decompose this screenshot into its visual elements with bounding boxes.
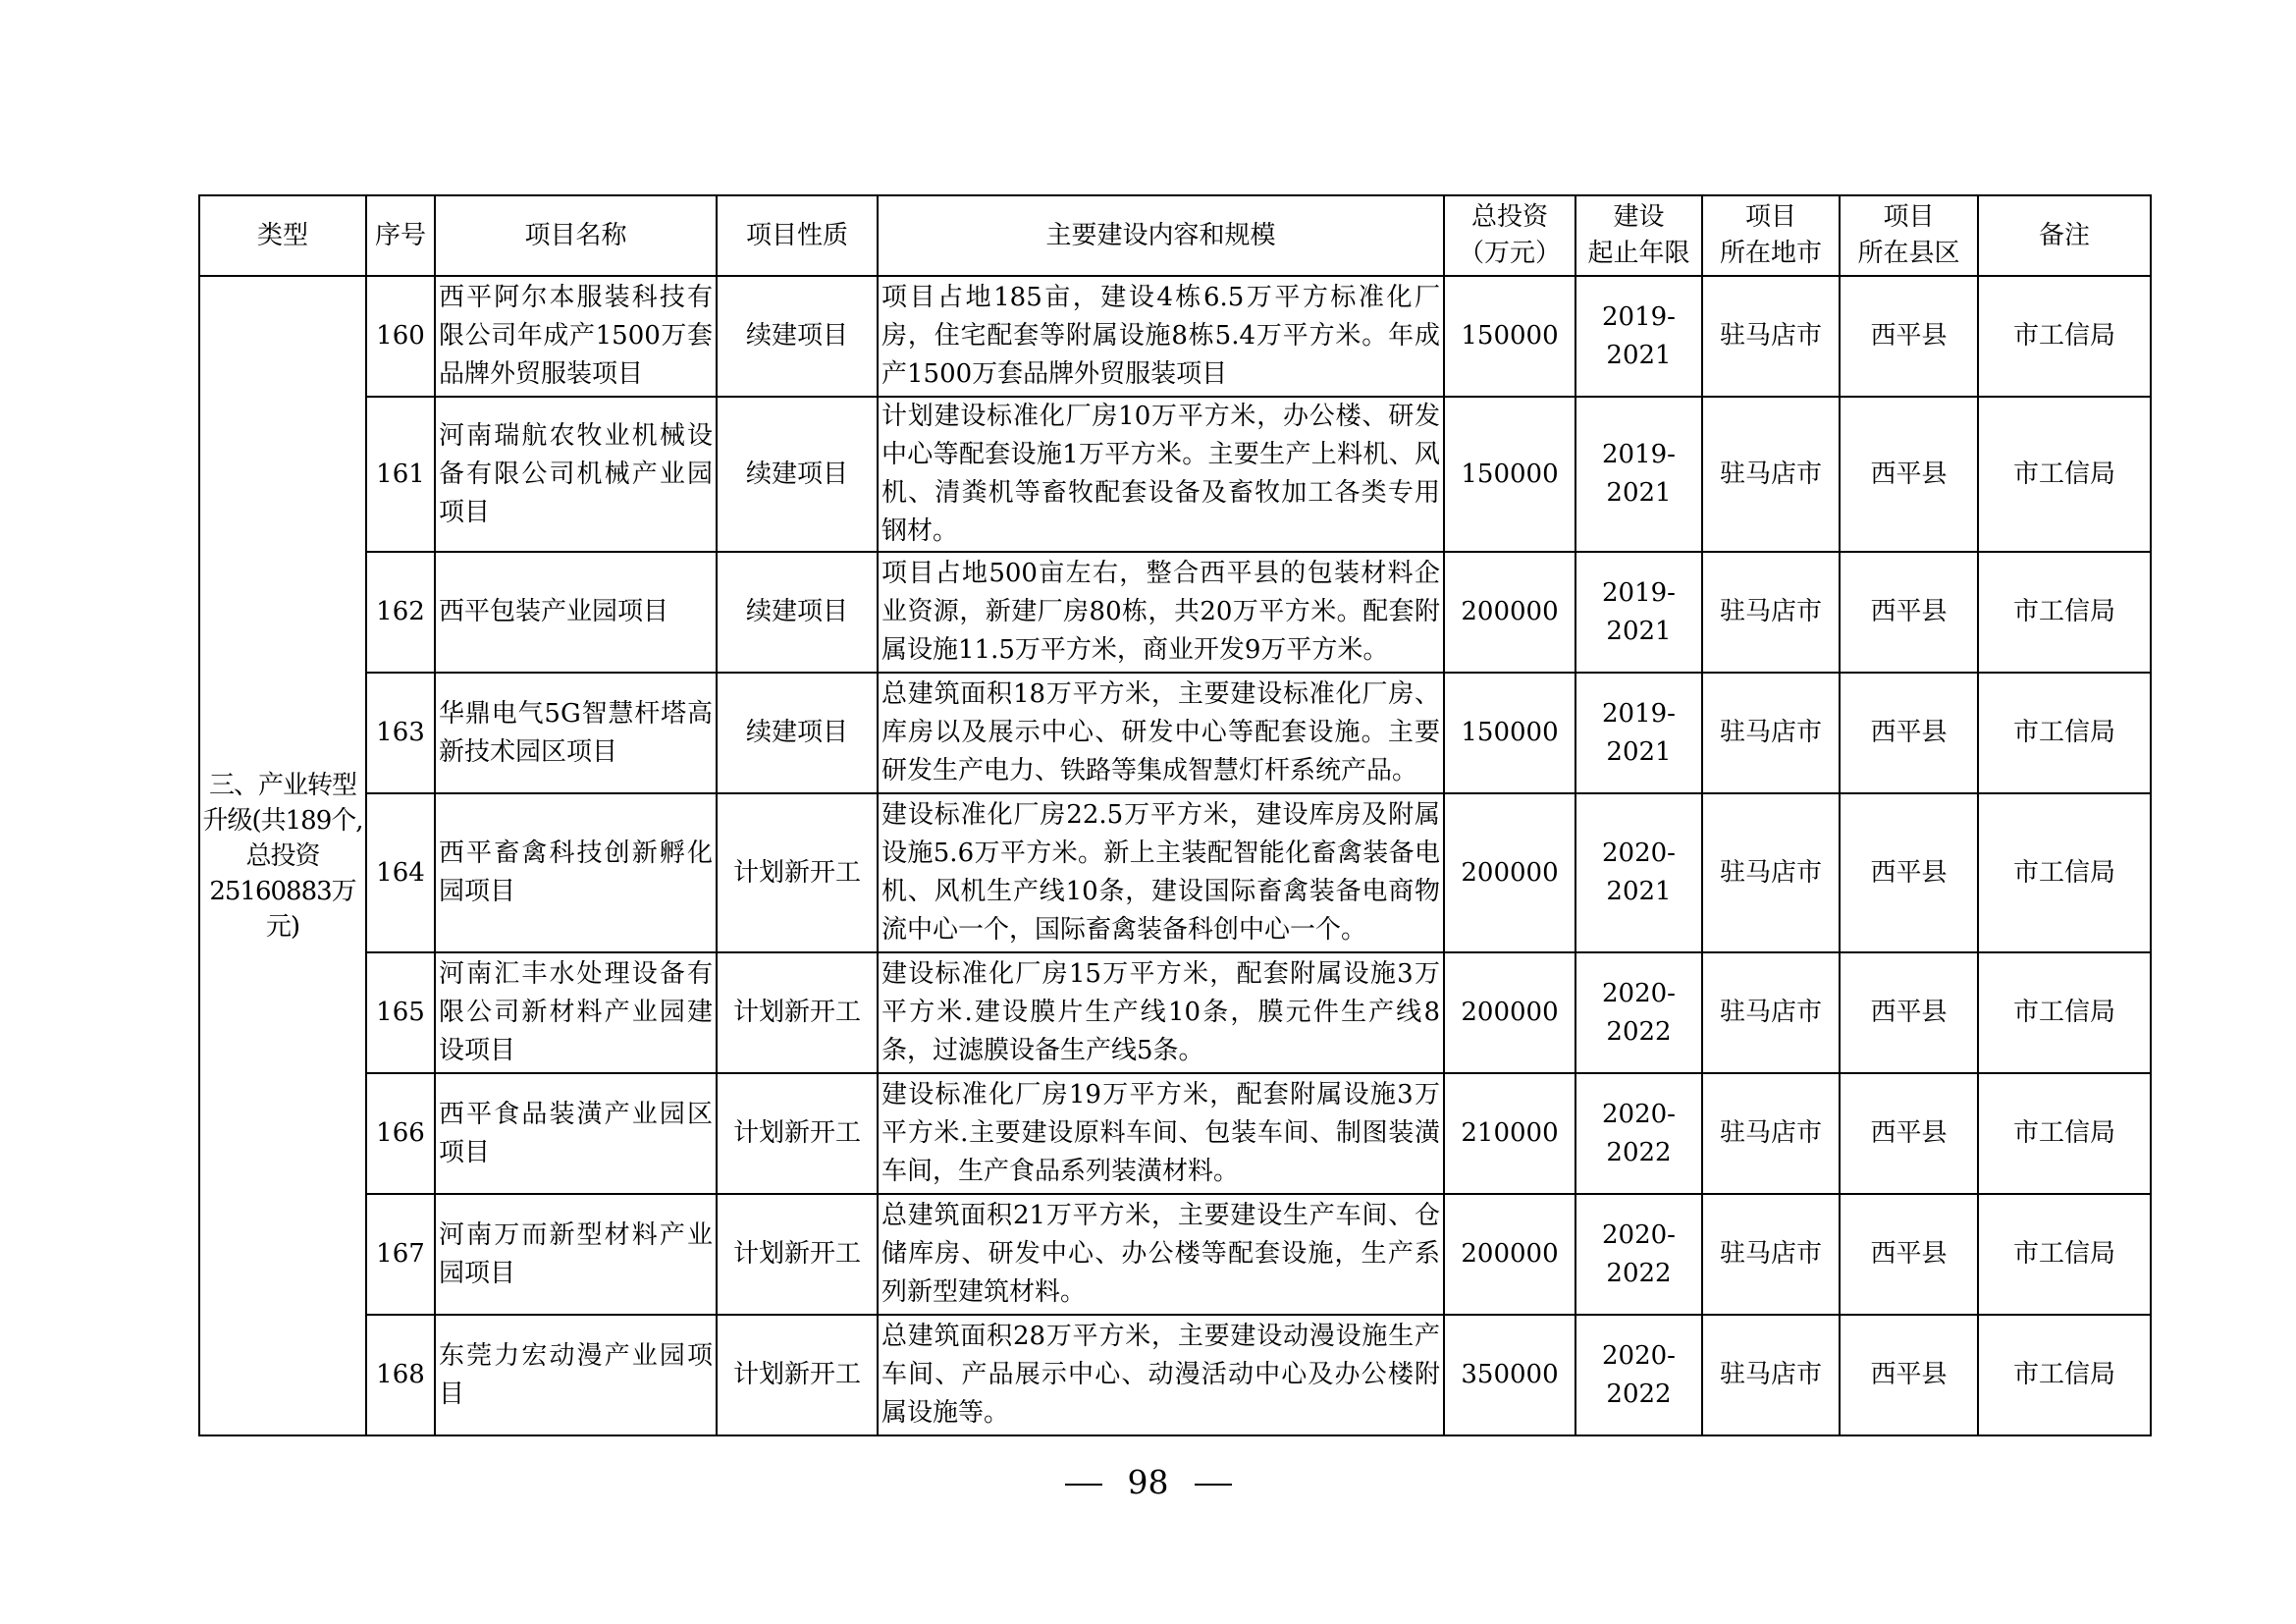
city-cell: 驻马店市 [1702,793,1840,952]
remark-cell: 市工信局 [1978,1194,2151,1315]
project-content-cell: 总建筑面积21万平方米，主要建设生产车间、仓储库房、研发中心、办公楼等配套设施，生产系列新型建筑材料。 [878,1194,1444,1315]
seq-cell: 164 [366,793,435,952]
investment-cell: 200000 [1444,1194,1575,1315]
remark-cell: 市工信局 [1978,397,2151,552]
investment-cell: 350000 [1444,1315,1575,1435]
seq-cell: 160 [366,276,435,397]
project-nature-cell: 计划新开工 [717,1073,878,1194]
investment-cell: 210000 [1444,1073,1575,1194]
period-cell: 2020-2022 [1575,1315,1702,1435]
project-content-cell: 总建筑面积28万平方米，主要建设动漫设施生产车间、产品展示中心、动漫活动中心及办公楼附属设施等。 [878,1315,1444,1435]
project-content-cell: 建设标准化厂房22.5万平方米，建设库房及附属设施5.6万平方米。新上主装配智能化畜禽装备电机、风机生产线10条，建设国际畜禽装备电商物流中心一个，国际畜禽装备科创中心一个。 [878,793,1444,952]
period-cell: 2019-2021 [1575,276,1702,397]
remark-cell: 市工信局 [1978,1073,2151,1194]
county-cell: 西平县 [1840,793,1978,952]
category-cell: 三、产业转型升级(共189个,总投资25160883万元) [199,276,366,1435]
remark-cell: 市工信局 [1978,276,2151,397]
project-content-cell: 项目占地185亩，建设4栋6.5万平方标准化厂房，住宅配套等附属设施8栋5.4万平方米。年成产1500万套品牌外贸服装项目 [878,276,1444,397]
project-content-cell: 建设标准化厂房19万平方米，配套附属设施3万平方米.主要建设原料车间、包装车间、制图装潢车间，生产食品系列装潢材料。 [878,1073,1444,1194]
seq-cell: 162 [366,552,435,673]
county-cell: 西平县 [1840,552,1978,673]
city-cell: 驻马店市 [1702,552,1840,673]
investment-cell: 150000 [1444,397,1575,552]
seq-cell: 168 [366,1315,435,1435]
county-cell: 西平县 [1840,397,1978,552]
table-row [199,552,2151,673]
investment-cell: 150000 [1444,673,1575,793]
period-cell: 2020-2022 [1575,1194,1702,1315]
seq-cell: 165 [366,952,435,1073]
project-nature-cell: 计划新开工 [717,1194,878,1315]
period-cell: 2020-2022 [1575,1073,1702,1194]
seq-cell: 163 [366,673,435,793]
header-category: 类型 [199,195,366,276]
remark-cell: 市工信局 [1978,952,2151,1073]
remark-cell: 市工信局 [1978,793,2151,952]
county-cell: 西平县 [1840,276,1978,397]
project-nature-cell: 续建项目 [717,397,878,552]
header-content: 主要建设内容和规模 [878,195,1444,276]
period-cell: 2019-2021 [1575,397,1702,552]
table-row [199,793,2151,952]
table-row [199,1315,2151,1435]
remark-cell: 市工信局 [1978,552,2151,673]
project-nature-cell: 续建项目 [717,673,878,793]
projects-table [198,194,2152,1436]
seq-cell: 167 [366,1194,435,1315]
page-number-dash-right [1195,1484,1232,1486]
project-content-cell: 总建筑面积18万平方米，主要建设标准化厂房、库房以及展示中心、研发中心等配套设施。主要研发生产电力、铁路等集成智慧灯杆系统产品。 [878,673,1444,793]
project-name-cell: 华鼎电气5G智慧杆塔高新技术园区项目 [435,673,717,793]
city-cell: 驻马店市 [1702,952,1840,1073]
project-name-cell: 西平食品装潢产业园区项目 [435,1073,717,1194]
remark-cell: 市工信局 [1978,1315,2151,1435]
table-row [199,1073,2151,1194]
header-county: 项目 所在县区 [1840,195,1978,276]
city-cell: 驻马店市 [1702,1073,1840,1194]
project-nature-cell: 计划新开工 [717,793,878,952]
period-cell: 2020-2022 [1575,952,1702,1073]
city-cell: 驻马店市 [1702,397,1840,552]
seq-cell: 161 [366,397,435,552]
table-header-row [199,195,2151,276]
city-cell: 驻马店市 [1702,673,1840,793]
header-period: 建设 起止年限 [1575,195,1702,276]
project-name-cell: 河南万而新型材料产业园项目 [435,1194,717,1315]
period-cell: 2019-2021 [1575,552,1702,673]
project-nature-cell: 计划新开工 [717,952,878,1073]
investment-cell: 200000 [1444,552,1575,673]
period-cell: 2019-2021 [1575,673,1702,793]
seq-cell: 166 [366,1073,435,1194]
county-cell: 西平县 [1840,1194,1978,1315]
county-cell: 西平县 [1840,1073,1978,1194]
county-cell: 西平县 [1840,673,1978,793]
project-name-cell: 西平畜禽科技创新孵化园项目 [435,793,717,952]
project-content-cell: 计划建设标准化厂房10万平方米，办公楼、研发中心等配套设施1万平方米。主要生产上料机、风机、清粪机等畜牧配套设备及畜牧加工各类专用钢材。 [878,397,1444,552]
project-nature-cell: 计划新开工 [717,1315,878,1435]
header-investment: 总投资 （万元） [1444,195,1575,276]
project-name-cell: 河南瑞航农牧业机械设备有限公司机械产业园项目 [435,397,717,552]
city-cell: 驻马店市 [1702,276,1840,397]
project-nature-cell: 续建项目 [717,276,878,397]
county-cell: 西平县 [1840,1315,1978,1435]
project-name-cell: 东莞力宏动漫产业园项目 [435,1315,717,1435]
page-number-dash-left [1065,1484,1102,1486]
header-city: 项目 所在地市 [1702,195,1840,276]
project-name-cell: 西平包装产业园项目 [435,552,717,673]
project-content-cell: 项目占地500亩左右，整合西平县的包装材料企业资源，新建厂房80栋，共20万平方米。配套附属设施11.5万平方米，商业开发9万平方米。 [878,552,1444,673]
header-remark: 备注 [1978,195,2151,276]
table-row [199,673,2151,793]
city-cell: 驻马店市 [1702,1194,1840,1315]
county-cell: 西平县 [1840,952,1978,1073]
table-row [199,1194,2151,1315]
investment-cell: 200000 [1444,793,1575,952]
table-row [199,276,2151,397]
header-name: 项目名称 [435,195,717,276]
remark-cell: 市工信局 [1978,673,2151,793]
page-number [0,1463,2296,1502]
city-cell: 驻马店市 [1702,1315,1840,1435]
period-cell: 2020-2021 [1575,793,1702,952]
investment-cell: 150000 [1444,276,1575,397]
project-nature-cell: 续建项目 [717,552,878,673]
table-row [199,397,2151,552]
page-number-value: 98 [1127,1463,1169,1501]
investment-cell: 200000 [1444,952,1575,1073]
project-name-cell: 西平阿尔本服装科技有限公司年成产1500万套品牌外贸服装项目 [435,276,717,397]
header-nature: 项目性质 [717,195,878,276]
table-row [199,952,2151,1073]
project-name-cell: 河南汇丰水处理设备有限公司新材料产业园建设项目 [435,952,717,1073]
project-content-cell: 建设标准化厂房15万平方米，配套附属设施3万平方米.建设膜片生产线10条，膜元件生产线8条，过滤膜设备生产线5条。 [878,952,1444,1073]
header-seq: 序号 [366,195,435,276]
